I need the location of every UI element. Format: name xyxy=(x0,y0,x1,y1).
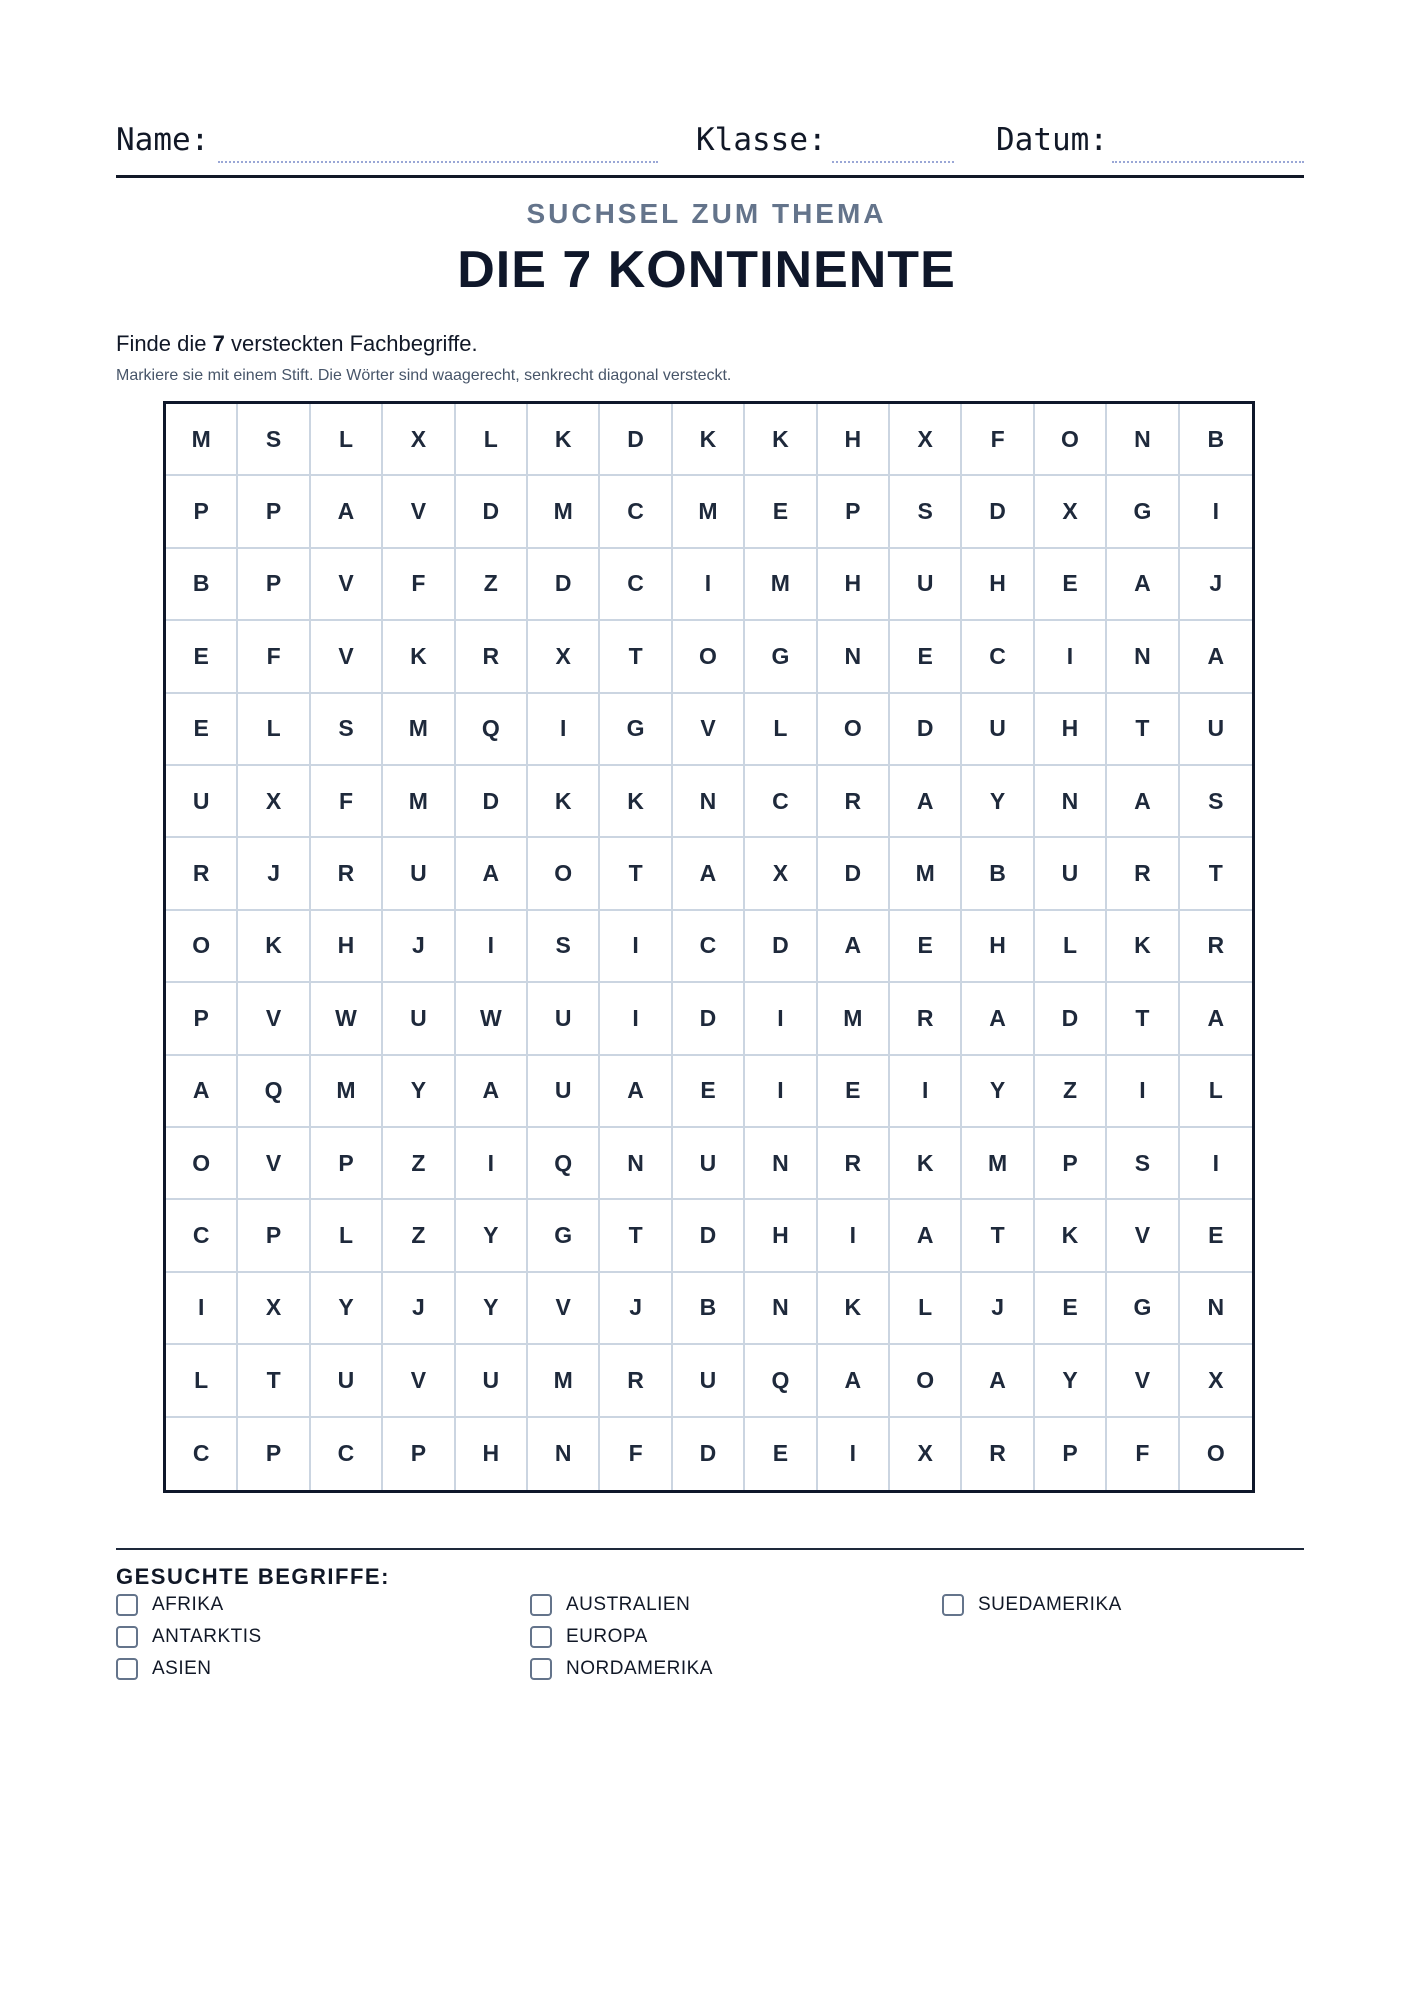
grid-cell[interactable]: A xyxy=(818,911,890,983)
grid-cell[interactable]: S xyxy=(1107,1128,1179,1200)
grid-cell[interactable]: V xyxy=(1107,1200,1179,1272)
word-label: NORDAMERIKA xyxy=(566,1658,713,1679)
grid-cell[interactable]: V xyxy=(528,1273,600,1345)
grid-cell[interactable]: P xyxy=(238,1200,310,1272)
class-field[interactable] xyxy=(832,161,954,163)
grid-cell[interactable]: N xyxy=(600,1128,672,1200)
grid-cell[interactable]: P xyxy=(311,1128,383,1200)
grid-cell[interactable]: V xyxy=(1107,1345,1179,1417)
grid-cell[interactable]: Y xyxy=(456,1273,528,1345)
grid-cell[interactable]: O xyxy=(673,621,745,693)
grid-cell[interactable]: H xyxy=(456,1418,528,1490)
grid-cell[interactable]: X xyxy=(238,766,310,838)
grid-cell[interactable]: K xyxy=(1035,1200,1107,1272)
grid-cell[interactable]: G xyxy=(1107,476,1179,548)
grid-cell[interactable]: I xyxy=(673,549,745,621)
grid-cell[interactable]: Q xyxy=(456,694,528,766)
grid-cell[interactable]: I xyxy=(1180,1128,1252,1200)
grid-cell[interactable]: S xyxy=(528,911,600,983)
grid-cell[interactable]: M xyxy=(818,983,890,1055)
grid-cell[interactable]: D xyxy=(745,911,817,983)
grid-cell[interactable]: K xyxy=(673,404,745,476)
grid-cell[interactable]: N xyxy=(745,1273,817,1345)
worksheet-subtitle: SUCHSEL ZUM THEMA xyxy=(526,198,887,229)
grid-cell[interactable]: M xyxy=(528,476,600,548)
grid-cell[interactable]: X xyxy=(1180,1345,1252,1417)
grid-cell[interactable]: P xyxy=(238,1418,310,1490)
grid-cell[interactable]: E xyxy=(890,911,962,983)
word-checkbox[interactable] xyxy=(116,1594,138,1616)
grid-cell[interactable]: J xyxy=(1180,549,1252,621)
grid-cell[interactable]: G xyxy=(528,1200,600,1272)
grid-cell[interactable]: O xyxy=(166,911,238,983)
grid-cell[interactable]: M xyxy=(673,476,745,548)
letter-grid xyxy=(163,401,1255,1493)
grid-cell[interactable]: N xyxy=(1035,766,1107,838)
grid-cell[interactable]: A xyxy=(962,983,1034,1055)
word-list-item xyxy=(942,1591,1122,1619)
grid-cell[interactable]: E xyxy=(818,1056,890,1128)
grid-cell[interactable]: N xyxy=(1107,621,1179,693)
grid-cell[interactable]: E xyxy=(745,476,817,548)
grid-cell[interactable]: I xyxy=(166,1273,238,1345)
grid-cell[interactable]: C xyxy=(166,1200,238,1272)
grid-cell[interactable]: G xyxy=(600,694,672,766)
grid-cell[interactable]: A xyxy=(456,1056,528,1128)
word-list-item xyxy=(530,1623,648,1651)
word-label: SUEDAMERIKA xyxy=(978,1594,1122,1615)
grid-cell[interactable]: M xyxy=(166,404,238,476)
grid-cell[interactable]: I xyxy=(1180,476,1252,548)
word-list-item xyxy=(530,1591,690,1619)
grid-cell[interactable]: N xyxy=(818,621,890,693)
grid-cell[interactable]: K xyxy=(890,1128,962,1200)
grid-cell[interactable]: K xyxy=(818,1273,890,1345)
grid-cell[interactable]: Q xyxy=(528,1128,600,1200)
word-label: AFRIKA xyxy=(152,1594,224,1615)
grid-cell[interactable]: B xyxy=(1180,404,1252,476)
class-label: Klasse: xyxy=(696,122,827,158)
word-list-item xyxy=(116,1655,212,1683)
word-list-item xyxy=(116,1623,262,1651)
grid-cell[interactable]: M xyxy=(311,1056,383,1128)
grid-cell[interactable]: O xyxy=(890,1345,962,1417)
grid-cell[interactable]: R xyxy=(166,838,238,910)
grid-cell[interactable]: S xyxy=(1180,766,1252,838)
grid-cell[interactable]: X xyxy=(1035,476,1107,548)
grid-cell[interactable]: O xyxy=(166,1128,238,1200)
grid-cell[interactable]: I xyxy=(1035,621,1107,693)
grid-cell[interactable]: I xyxy=(600,911,672,983)
grid-cell[interactable]: E xyxy=(890,621,962,693)
grid-cell[interactable]: E xyxy=(673,1056,745,1128)
grid-cell[interactable]: I xyxy=(600,983,672,1055)
grid-cell[interactable]: M xyxy=(745,549,817,621)
word-label: ANTARKTIS xyxy=(152,1626,262,1647)
grid-cell[interactable]: M xyxy=(383,694,455,766)
grid-cell[interactable]: S xyxy=(890,476,962,548)
grid-cell[interactable]: Z xyxy=(1035,1056,1107,1128)
worksheet-header xyxy=(116,118,1304,180)
grid-cell[interactable]: Y xyxy=(1035,1345,1107,1417)
grid-cell[interactable]: P xyxy=(238,549,310,621)
grid-cell[interactable]: A xyxy=(890,766,962,838)
grid-cell[interactable]: L xyxy=(166,1345,238,1417)
grid-cell[interactable]: S xyxy=(311,694,383,766)
grid-cell[interactable]: D xyxy=(673,1200,745,1272)
grid-cell[interactable]: J xyxy=(962,1273,1034,1345)
grid-cell[interactable]: U xyxy=(890,549,962,621)
word-checkbox[interactable] xyxy=(942,1594,964,1616)
name-field[interactable] xyxy=(218,161,658,163)
grid-cell[interactable]: W xyxy=(311,983,383,1055)
grid-cell[interactable]: T xyxy=(238,1345,310,1417)
instruction-text xyxy=(116,331,478,357)
grid-cell[interactable]: N xyxy=(528,1418,600,1490)
grid-cell[interactable]: I xyxy=(818,1200,890,1272)
grid-cell[interactable]: J xyxy=(383,1273,455,1345)
grid-cell[interactable]: J xyxy=(600,1273,672,1345)
grid-cell[interactable]: D xyxy=(962,476,1034,548)
grid-cell[interactable]: T xyxy=(600,1200,672,1272)
grid-cell[interactable]: F xyxy=(238,621,310,693)
grid-cell[interactable]: H xyxy=(962,911,1034,983)
grid-cell[interactable]: I xyxy=(745,1056,817,1128)
word-checkbox[interactable] xyxy=(116,1658,138,1680)
grid-cell[interactable]: H xyxy=(745,1200,817,1272)
grid-cell[interactable]: A xyxy=(166,1056,238,1128)
grid-cell[interactable]: K xyxy=(600,766,672,838)
grid-cell[interactable]: J xyxy=(383,911,455,983)
grid-cell[interactable]: I xyxy=(818,1418,890,1490)
grid-cell[interactable]: I xyxy=(528,694,600,766)
grid-cell[interactable]: P xyxy=(1035,1418,1107,1490)
grid-cell[interactable]: B xyxy=(166,549,238,621)
grid-cell[interactable]: H xyxy=(1035,694,1107,766)
grid-cell[interactable]: C xyxy=(600,476,672,548)
grid-cell[interactable]: U xyxy=(673,1128,745,1200)
grid-cell[interactable]: K xyxy=(528,404,600,476)
grid-cell[interactable]: D xyxy=(673,1418,745,1490)
word-list-item xyxy=(530,1655,713,1683)
grid-cell[interactable]: K xyxy=(383,621,455,693)
grid-cell[interactable]: T xyxy=(1107,694,1179,766)
word-list-heading: GESUCHTE BEGRIFFE: xyxy=(116,1564,390,1589)
grid-cell[interactable]: L xyxy=(238,694,310,766)
grid-cell[interactable]: V xyxy=(238,983,310,1055)
grid-cell[interactable]: H xyxy=(962,549,1034,621)
date-label: Datum: xyxy=(996,122,1108,158)
grid-cell[interactable]: V xyxy=(673,694,745,766)
grid-cell[interactable]: R xyxy=(456,621,528,693)
grid-cell[interactable]: G xyxy=(1107,1273,1179,1345)
grid-cell[interactable]: U xyxy=(383,838,455,910)
grid-cell[interactable]: F xyxy=(311,766,383,838)
grid-cell[interactable]: L xyxy=(311,404,383,476)
grid-cell[interactable]: M xyxy=(890,838,962,910)
grid-cell[interactable]: V xyxy=(238,1128,310,1200)
grid-cell[interactable]: V xyxy=(311,621,383,693)
grid-cell[interactable]: X xyxy=(890,404,962,476)
grid-cell[interactable]: C xyxy=(166,1418,238,1490)
grid-cell[interactable]: T xyxy=(600,838,672,910)
grid-cell[interactable]: E xyxy=(1180,1200,1252,1272)
grid-cell[interactable]: A xyxy=(818,1345,890,1417)
grid-cell[interactable]: F xyxy=(1107,1418,1179,1490)
grid-cell[interactable]: C xyxy=(673,911,745,983)
grid-cell[interactable]: S xyxy=(238,404,310,476)
grid-cell[interactable]: X xyxy=(890,1418,962,1490)
grid-cell[interactable]: V xyxy=(311,549,383,621)
grid-cell[interactable]: B xyxy=(962,838,1034,910)
grid-cell[interactable]: M xyxy=(962,1128,1034,1200)
grid-cell[interactable]: Y xyxy=(962,766,1034,838)
grid-cell[interactable]: D xyxy=(818,838,890,910)
grid-cell[interactable]: U xyxy=(528,983,600,1055)
grid-cell[interactable]: U xyxy=(383,983,455,1055)
header-divider xyxy=(116,175,1304,178)
worksheet-title: DIE 7 KONTINENTE xyxy=(457,241,956,299)
instruction-count: 7 xyxy=(212,331,225,356)
grid-cell[interactable]: E xyxy=(166,621,238,693)
grid-cell[interactable]: R xyxy=(311,838,383,910)
grid-cell[interactable]: A xyxy=(1107,766,1179,838)
grid-cell[interactable]: Y xyxy=(456,1200,528,1272)
grid-cell[interactable]: U xyxy=(1180,694,1252,766)
grid-cell[interactable]: X xyxy=(745,838,817,910)
grid-cell[interactable]: N xyxy=(1107,404,1179,476)
grid-cell[interactable]: A xyxy=(1180,983,1252,1055)
grid-cell[interactable]: P xyxy=(238,476,310,548)
word-label: AUSTRALIEN xyxy=(566,1594,691,1615)
grid-cell[interactable]: P xyxy=(818,476,890,548)
grid-cell[interactable]: U xyxy=(456,1345,528,1417)
grid-cell[interactable]: N xyxy=(1180,1273,1252,1345)
grid-cell[interactable]: M xyxy=(383,766,455,838)
grid-cell[interactable]: C xyxy=(600,549,672,621)
instruction-prefix: Finde die xyxy=(116,331,207,356)
grid-cell[interactable]: L xyxy=(1035,911,1107,983)
grid-cell[interactable]: R xyxy=(890,983,962,1055)
grid-cell[interactable]: C xyxy=(311,1418,383,1490)
word-checkbox[interactable] xyxy=(530,1594,552,1616)
grid-cell[interactable]: Z xyxy=(383,1128,455,1200)
grid-cell[interactable]: Z xyxy=(456,549,528,621)
grid-cell[interactable]: R xyxy=(962,1418,1034,1490)
grid-cell[interactable]: O xyxy=(1206,1440,1225,1467)
grid-cell[interactable]: P xyxy=(1035,1128,1107,1200)
grid-cell[interactable]: A xyxy=(1107,549,1179,621)
grid-cell[interactable]: O xyxy=(818,694,890,766)
grid-cell[interactable]: U xyxy=(528,1056,600,1128)
grid-cell[interactable]: D xyxy=(890,694,962,766)
grid-cell[interactable]: F xyxy=(962,404,1034,476)
grid-cell[interactable]: X xyxy=(528,621,600,693)
grid-cell[interactable]: V xyxy=(383,1345,455,1417)
word-label: EUROPA xyxy=(566,1626,648,1647)
grid-cell[interactable]: D xyxy=(528,549,600,621)
grid-cell[interactable]: B xyxy=(673,1273,745,1345)
grid-cell[interactable]: E xyxy=(1035,549,1107,621)
grid-cell[interactable]: P xyxy=(166,983,238,1055)
word-checkbox[interactable] xyxy=(530,1626,552,1648)
grid-cell[interactable]: C xyxy=(962,621,1034,693)
grid-cell[interactable]: A xyxy=(600,1056,672,1128)
grid-cell[interactable]: T xyxy=(1180,838,1252,910)
grid-cell[interactable]: R xyxy=(1107,838,1179,910)
grid-cell[interactable]: Q xyxy=(745,1345,817,1417)
grid-cell[interactable]: U xyxy=(311,1345,383,1417)
grid-cell[interactable]: I xyxy=(890,1056,962,1128)
word-label: ASIEN xyxy=(152,1658,212,1679)
grid-cell[interactable]: I xyxy=(1107,1056,1179,1128)
grid-cell[interactable]: D xyxy=(600,404,672,476)
grid-cell[interactable]: W xyxy=(456,983,528,1055)
grid-cell[interactable]: R xyxy=(1180,911,1252,983)
word-list-item xyxy=(116,1591,224,1619)
grid-cell[interactable]: K xyxy=(1107,911,1179,983)
grid-cell[interactable]: L xyxy=(745,694,817,766)
grid-cell[interactable]: Z xyxy=(383,1200,455,1272)
grid-cell[interactable]: I xyxy=(745,983,817,1055)
grid-cell[interactable]: U xyxy=(962,694,1034,766)
grid-cell[interactable]: X xyxy=(238,1273,310,1345)
grid-cell[interactable]: V xyxy=(383,476,455,548)
grid-cell[interactable]: U xyxy=(1035,838,1107,910)
grid-cell[interactable]: E xyxy=(1035,1273,1107,1345)
grid-cell[interactable]: T xyxy=(600,621,672,693)
grid-cell[interactable]: H xyxy=(818,404,890,476)
name-label: Name: xyxy=(116,122,210,158)
grid-cell[interactable]: O xyxy=(1035,404,1107,476)
grid-cell[interactable]: Q xyxy=(238,1056,310,1128)
grid-cell[interactable]: C xyxy=(745,766,817,838)
grid-cell[interactable]: Y xyxy=(962,1056,1034,1128)
grid-cell[interactable]: A xyxy=(1180,621,1252,693)
grid-cell[interactable]: A xyxy=(673,838,745,910)
grid-cell[interactable]: K xyxy=(528,766,600,838)
grid-cell[interactable]: N xyxy=(673,766,745,838)
grid-cell[interactable]: I xyxy=(456,911,528,983)
grid-cell[interactable]: F xyxy=(383,549,455,621)
grid-cell[interactable]: H xyxy=(818,549,890,621)
grid-cell[interactable]: G xyxy=(745,621,817,693)
instruction-hint: Markiere sie mit einem Stift. Die Wörter sind waagerecht, senkrecht diagonal versteckt. xyxy=(116,367,732,384)
grid-cell[interactable]: K xyxy=(238,911,310,983)
grid-cell[interactable]: K xyxy=(745,404,817,476)
grid-cell[interactable]: J xyxy=(238,838,310,910)
word-checkbox[interactable] xyxy=(530,1658,552,1680)
grid-cell[interactable]: Y xyxy=(383,1056,455,1128)
grid-cell[interactable]: L xyxy=(311,1200,383,1272)
grid-cell[interactable]: R xyxy=(600,1345,672,1417)
grid-cell[interactable]: T xyxy=(1107,983,1179,1055)
grid-cell[interactable]: D xyxy=(673,983,745,1055)
grid-cell[interactable]: P xyxy=(383,1418,455,1490)
grid-cell[interactable]: D xyxy=(456,766,528,838)
section-divider xyxy=(116,1548,1304,1550)
grid-cell[interactable]: R xyxy=(818,1128,890,1200)
grid-cell[interactable]: D xyxy=(1035,983,1107,1055)
grid-cell[interactable]: Y xyxy=(311,1273,383,1345)
grid-cell[interactable]: U xyxy=(166,766,238,838)
grid-cell[interactable]: X xyxy=(383,404,455,476)
grid-cell[interactable]: I xyxy=(456,1128,528,1200)
grid-cell[interactable]: F xyxy=(600,1418,672,1490)
grid-cell[interactable]: A xyxy=(890,1200,962,1272)
grid-cell[interactable]: E xyxy=(745,1418,817,1490)
grid-cell[interactable]: E xyxy=(166,694,238,766)
grid-cell[interactable]: A xyxy=(311,476,383,548)
grid-cell[interactable]: N xyxy=(745,1128,817,1200)
grid-cell[interactable]: U xyxy=(673,1345,745,1417)
grid-cell[interactable]: M xyxy=(528,1345,600,1417)
grid-cell[interactable]: L xyxy=(890,1273,962,1345)
grid-cell[interactable]: P xyxy=(166,476,238,548)
grid-cell[interactable]: T xyxy=(962,1200,1034,1272)
instruction-suffix: versteckten Fachbegriffe. xyxy=(231,331,478,356)
grid-cell[interactable]: L xyxy=(456,404,528,476)
grid-cell[interactable]: D xyxy=(456,476,528,548)
word-checkbox[interactable] xyxy=(116,1626,138,1648)
grid-cell[interactable]: O xyxy=(528,838,600,910)
grid-cell[interactable]: R xyxy=(818,766,890,838)
grid-cell[interactable]: L xyxy=(1180,1056,1252,1128)
grid-cell[interactable]: A xyxy=(962,1345,1034,1417)
grid-cell[interactable]: H xyxy=(311,911,383,983)
grid-cell[interactable]: A xyxy=(456,838,528,910)
date-field[interactable] xyxy=(1112,161,1304,163)
